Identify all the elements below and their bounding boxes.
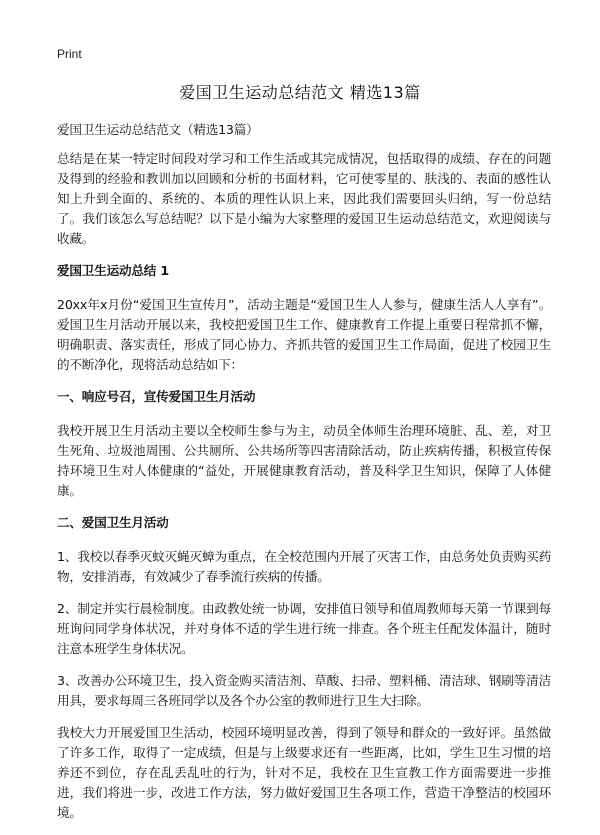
activity-item-2: 2、制定并实行晨检制度。由政教处统一协调，安排值日领导和值周教师每天第一节课到每班询问同学身体状况，并对身体不适的学生进行统一排查。各个班主任配发体温计，随时注意本班学生身体状况。 bbox=[57, 601, 551, 656]
intro-paragraph: 总结是在某一特定时间段对学习和工作生活或其完成情况，包括取得的成绩、存在的问题及得到的经验和教训加以回顾和分析的书面材料，它可使零星的、肤浅的、表面的感性认知上升到全面的、系统的、本质的理性认识上来，因此我们需要回头归纳，写一份总结了。我们该怎么写总结呢？以下是小编为大家整理的爱国卫生运动总结范文，欢迎阅读与收藏。 bbox=[57, 151, 551, 246]
document-title: 爱国卫生运动总结范文 精选13篇 bbox=[179, 83, 421, 102]
subheading-activities: 二、爱国卫生月活动 bbox=[57, 515, 169, 530]
article-body bbox=[57, 120, 551, 835]
print-link[interactable]: Print bbox=[57, 47, 82, 61]
closing-paragraph: 我校大力开展爱国卫生活动，校园环境明显改善，得到了领导和群众的一致好评。虽然做了许多工作，取得了一定成绩，但是与上级要求还有一些距离，比如，学生卫生习惯的培养还不到位，存在乱丢乱吐的行为，针对不足，我校在卫生宣教工作方面需要进一步推进，我们将进一步，改进工作方法，努力做好爱国卫生各项工作，营造干净整洁的校园环境。 bbox=[57, 725, 551, 820]
section1-paragraph: 20xx年x月份“爱国卫生宣传月”，活动主题是“爱国卫生人人参与，健康生活人人享有”。爱国卫生月活动开展以来，我校把爱国卫生工作、健康教育工作提上重要日程常抓不懈，明确职责、落实责任，形成了同心协力、齐抓共管的爱国卫生工作局面，促进了校园卫生的不断净化，现将活动总结如下： bbox=[57, 297, 551, 372]
section-heading-1: 爱国卫生运动总结 1 bbox=[57, 263, 169, 278]
publicity-paragraph: 我校开展卫生月活动主要以全校师生参与为主，动员全体师生治理环境脏、乱、差，对卫生死角、垃圾池周围、公共厕所、公共场所等四害清除活动，防止疾病传播，积极宣传保持环境卫生对人体健康的“益处，开展健康教育活动，普及科学卫生知识，保障了人体健康。 bbox=[57, 423, 551, 498]
activity-item-3: 3、改善办公环境卫生，投入资金购买清洁剂、草酸、扫帚、塑料桶、清洁球、钢刷等清洁用具，要求每周三各班同学以及各个办公室的教师进行卫生大扫除。 bbox=[57, 673, 551, 708]
activity-item-1: 1、我校以春季灭蚊灭蝇灭蟑为重点，在全校范围内开展了灭害工作，由总务处负责购买药物，安排消毒，有效减少了春季流行疾病的传播。 bbox=[57, 549, 551, 584]
article-subtitle: 爱国卫生运动总结范文（精选13篇） bbox=[57, 122, 259, 137]
subheading-publicity: 一、响应号召，宣传爱国卫生月活动 bbox=[57, 389, 256, 404]
